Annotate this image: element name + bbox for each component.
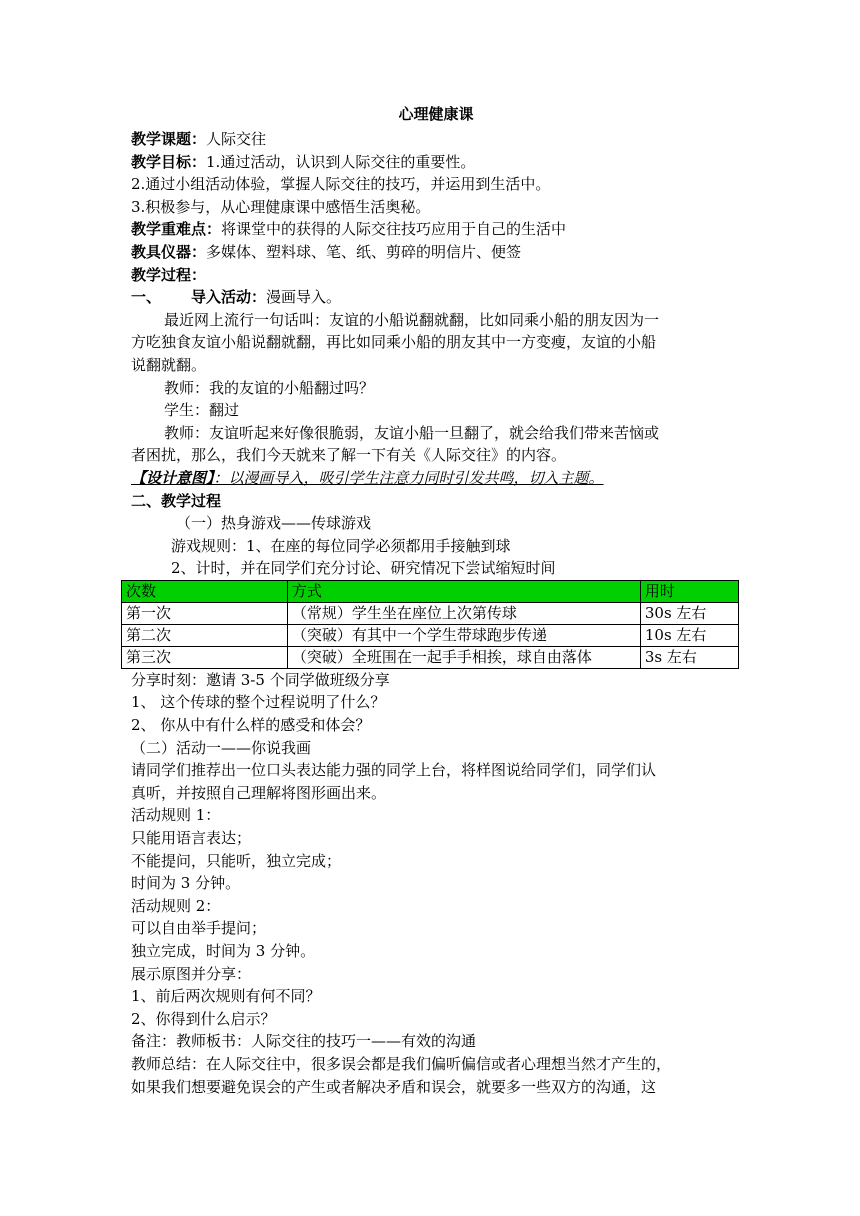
equipment-value: 多媒体、塑料球、笔、纸、剪碎的明信片、便签 bbox=[206, 242, 522, 261]
table-row bbox=[122, 646, 739, 668]
table-cell: 第二次 bbox=[122, 624, 288, 646]
section1-heading bbox=[131, 286, 741, 309]
design-label: 【设计意图】 bbox=[131, 468, 214, 487]
section1-num: 一、 bbox=[131, 288, 162, 307]
equipment-label: 教具仪器： bbox=[131, 242, 207, 261]
paragraph-line: 说翻就翻。 bbox=[131, 355, 207, 374]
topic-line bbox=[131, 128, 741, 151]
teacher-line: 教师：友谊听起来好像很脆弱，友谊小船一旦翻了，就会给我们带来苦恼或 bbox=[164, 423, 660, 442]
rule-item: 可以自由举手提问； bbox=[131, 919, 267, 938]
topic-value: 人际交往 bbox=[206, 130, 267, 148]
subsection-title: （一）热身游戏——传球游戏 bbox=[176, 514, 372, 533]
show-line: 展示原图并分享： bbox=[131, 964, 252, 983]
keypoints-value: 将课堂中的获得的人际交往技巧应用于自己的生活中 bbox=[221, 220, 567, 239]
paragraph-line: 方吃独食友谊小船说翻就翻，再比如同乘小船的朋友其中一方变瘦，友谊的小船 bbox=[131, 333, 657, 352]
teacher-question: 教师：我的友谊的小船翻过吗？ bbox=[164, 378, 375, 397]
rules1-title: 活动规则 1： bbox=[131, 806, 221, 825]
share-question: 1、 这个传球的整个过程说明了什么？ bbox=[131, 693, 386, 712]
goal-item: 3.积极参与，从心理健康课中感悟生活奥秘。 bbox=[131, 197, 431, 216]
game-rule: 2、计时，并在同学们充分讨论、研究情况下尝试缩短时间 bbox=[171, 559, 556, 578]
keypoints-line bbox=[131, 218, 741, 241]
section2-heading: 二、教学过程 bbox=[131, 491, 222, 510]
goal-item: 1.通过活动，认识到人际交往的重要性。 bbox=[206, 152, 476, 171]
section1-value: 漫画导入。 bbox=[266, 288, 342, 307]
table-cell: 10s 左右 bbox=[640, 624, 738, 646]
table-header-cell: 用时 bbox=[640, 580, 738, 602]
rule-item: 独立完成，时间为 3 分钟。 bbox=[131, 942, 316, 960]
section1-label: 导入活动： bbox=[191, 288, 267, 307]
subsection-title: （二）活动一——你说我画 bbox=[131, 738, 312, 757]
equipment-line bbox=[131, 241, 741, 264]
paragraph-line: 最近网上流行一句话叫：友谊的小船说翻就翻，比如同乘小船的朋友因为一 bbox=[164, 310, 660, 329]
game-rule: 游戏规则：1、在座的每位同学必须都用手接触到球 bbox=[171, 536, 511, 555]
table-cell: （突破）有其中一个学生带球跑步传递 bbox=[287, 624, 640, 646]
table-cell: （突破）全班围在一起手手相挨，球自由落体 bbox=[287, 646, 640, 668]
note-line: 备注：教师板书：人际交往的技巧一——有效的沟通 bbox=[131, 1032, 477, 1051]
table-cell: 第一次 bbox=[122, 602, 288, 624]
student-answer: 学生：翻过 bbox=[164, 401, 240, 420]
table-row bbox=[122, 624, 739, 646]
summary-line: 教师总结：在人际交往中，很多误会都是我们偏听偏信或者心理想当然才产生的， bbox=[131, 1054, 672, 1073]
table-header-cell: 方式 bbox=[287, 580, 640, 602]
keypoints-label: 教学重难点： bbox=[131, 220, 222, 239]
rules2-title: 活动规则 2： bbox=[131, 896, 221, 915]
table-cell: 30s 左右 bbox=[640, 602, 738, 624]
design-intent bbox=[131, 467, 741, 490]
table-header-cell: 次数 bbox=[122, 580, 288, 602]
document-title: 心理健康课 bbox=[398, 105, 474, 123]
game-table bbox=[121, 580, 739, 669]
intro-line: 真听，并按照自己理解将图形画出来。 bbox=[131, 783, 387, 802]
table-row bbox=[122, 602, 739, 624]
table-header-row bbox=[122, 580, 739, 602]
summary-line: 如果我们想要避免误会的产生或者解决矛盾和误会，就要多一些双方的沟通，这 bbox=[131, 1077, 657, 1096]
process-label: 教学过程： bbox=[131, 265, 207, 284]
table-cell: 第三次 bbox=[122, 646, 288, 668]
share-line: 分享时刻：邀请 3-5 个同学做班级分享 bbox=[131, 670, 390, 689]
goals-line bbox=[131, 151, 741, 174]
document-page bbox=[126, 100, 741, 1098]
intro-line: 请同学们推荐出一位口头表达能力强的同学上台，将样图说给同学们，同学们认 bbox=[131, 761, 657, 780]
table-cell: 3s 左右 bbox=[640, 646, 738, 668]
goals-label: 教学目标： bbox=[131, 152, 207, 171]
table-cell: （常规）学生坐在座位上次第传球 bbox=[287, 602, 640, 624]
goal-item: 2.通过小组活动体验，掌握人际交往的技巧，并运用到生活中。 bbox=[131, 175, 551, 194]
rule-item: 只能用语言表达； bbox=[131, 829, 252, 848]
teacher-line: 者困扰，那么，我们今天就来了解一下有关《人际交往》的内容。 bbox=[131, 446, 567, 465]
design-text: ：以漫画导入，吸引学生注意力同时引发共鸣，切入主题。 bbox=[213, 468, 604, 487]
topic-label: 教学课题： bbox=[131, 130, 207, 148]
share-question: 2、 你从中有什么样的感受和体会？ bbox=[131, 716, 371, 735]
show-question: 1、前后两次规则有何不同？ bbox=[131, 987, 321, 1006]
show-question: 2、你得到什么启示？ bbox=[131, 1009, 276, 1028]
rule-item: 不能提问，只能听，独立完成； bbox=[131, 851, 342, 870]
rule-item: 时间为 3 分钟。 bbox=[131, 874, 241, 893]
